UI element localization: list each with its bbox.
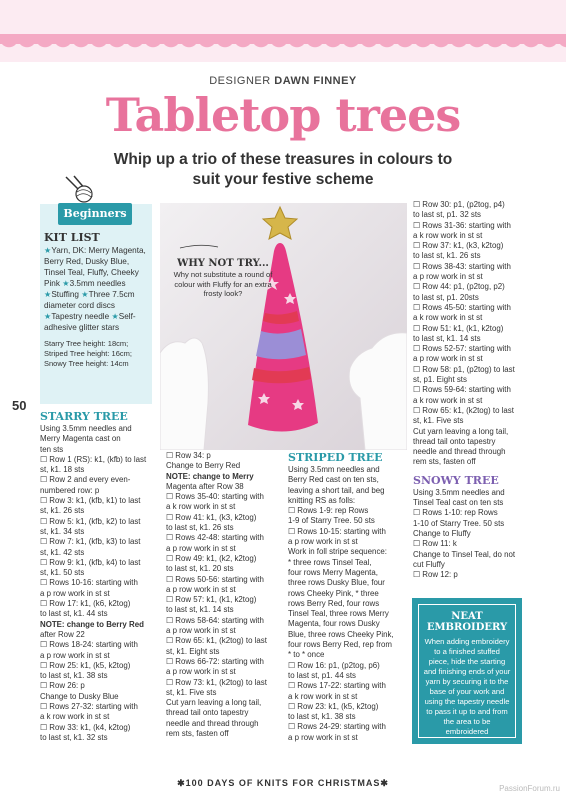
pattern-line: ☐ Row 73: k1, (k2tog) to last xyxy=(166,677,267,687)
pattern-line: ☐ Rows 66-72: starting with xyxy=(166,656,264,666)
pattern-line: ☐ Row 2 and every even- xyxy=(40,475,131,485)
pattern-line: Cut yarn leaving a long tail, xyxy=(166,698,262,708)
pattern-line: ☐ Rows 45-50: starting with xyxy=(413,302,511,312)
designer-name: DAWN FINNEY xyxy=(274,75,357,87)
tree-sizes xyxy=(44,339,148,369)
pattern-line: Change to Tinsel Teal, do not xyxy=(413,549,516,559)
pattern-line: to last st, k1. 38 sts xyxy=(40,671,108,681)
pattern-line: ☐ Rows 35-40: starting with xyxy=(166,492,264,502)
tree-illustration xyxy=(160,203,407,450)
pattern-line: Cut yarn leaving a long tail, xyxy=(413,426,509,436)
pattern-line: ☐ Rows 24-29: starting with xyxy=(288,722,386,732)
pattern-line: ☐ Row 11: k xyxy=(413,539,457,549)
pattern-line: ☐ Row 1 (RS): k1, (kfb) to last xyxy=(40,454,147,464)
column-striped-tree xyxy=(288,451,408,743)
pattern-line: ☐ Rows 38-43: starting with xyxy=(413,261,511,271)
pattern-line: ☐ Row 65: k1, (k2tog) to last xyxy=(166,636,267,646)
pattern-line: Change to Berry Red xyxy=(166,461,241,471)
pattern-line: ☐ Rows 42-48: starting with xyxy=(166,533,264,543)
pattern-line: ☐ Rows 59-64: starting with xyxy=(413,385,511,395)
yarn-ball-icon xyxy=(62,175,100,203)
pattern-line: Using 3.5mm needles and xyxy=(40,424,132,433)
pattern-line: to last st, k1. 14 sts xyxy=(166,605,234,615)
designer-credit xyxy=(0,75,566,87)
pattern-line: ☐ Row 57: k1, (k1, k2tog) xyxy=(166,595,257,605)
pattern-line: a p row work in st st xyxy=(166,667,236,677)
kit-item: Stuffing xyxy=(51,290,79,299)
pattern-line: st, k1. Eight sts xyxy=(166,646,220,656)
kit-item: Yarn, DK: Merry Magenta, Berry Red, Dusky Blue, Tinsel Teal, Fluffy, Cheeky Pink xyxy=(44,246,146,288)
pattern-line: Using 3.5mm needles and xyxy=(288,465,380,474)
size-line: Snowy Tree height: 14cm xyxy=(44,359,129,368)
pattern-line: Change to Fluffy xyxy=(413,528,471,538)
pattern-line: to last st, p1. 32 sts xyxy=(413,210,481,220)
neat-title-line1: NEAT xyxy=(451,611,483,622)
pattern-line: ☐ Row 16: p1, (p2tog, p6) xyxy=(288,660,380,670)
pattern-line: st, p1. Eight sts xyxy=(413,375,467,385)
pattern-line: ☐ Row 44: p1, (p2tog, p2) xyxy=(413,282,505,292)
pattern-line: * three rows Tinsel Teal, xyxy=(288,557,372,567)
pattern-line: to last st, k1. 14 sts xyxy=(413,333,481,343)
pattern-line: Tinsel Teal cast on ten sts xyxy=(413,498,504,508)
kit-items xyxy=(44,245,148,333)
pattern-line: a k row work in st st xyxy=(413,230,483,240)
pattern-line: Magenta, four rows Dusky xyxy=(288,619,380,629)
pattern-line: ☐ Rows 27-32: starting with xyxy=(40,702,138,712)
pattern-line: ☐ Rows 17-22: starting with xyxy=(288,681,386,691)
pattern-line: ☐ Rows 58-64: starting with xyxy=(166,615,264,625)
pattern-line: st, k1. 42 sts xyxy=(40,547,85,557)
pattern-line: to last st, k1. 38 sts xyxy=(288,712,356,722)
pattern-line: ☐ Row 51: k1, (k1, k2tog) xyxy=(413,323,504,333)
page-title: Tabletop trees xyxy=(105,88,461,142)
pattern-line: a k row work in st st xyxy=(413,313,483,323)
star-bullet-icon: ★ xyxy=(81,290,89,299)
pattern-line: st, k1. 50 sts xyxy=(40,568,85,578)
pattern-line: Blue, three rows Cheeky Pink, xyxy=(288,629,394,639)
pattern-line: a k row work in st st xyxy=(413,395,483,405)
pattern-line: 1-9 of Starry Tree. 50 sts xyxy=(288,516,375,526)
why-not-body: Why not substitute a round of colour with Fluffy for an extra frosty look? xyxy=(173,270,273,298)
pattern-line: leaving a short tail, and beg xyxy=(288,485,385,495)
tree-photo xyxy=(160,203,407,450)
pattern-line: ☐ Rows 52-57: starting with xyxy=(413,344,511,354)
star-bullet-icon: ★ xyxy=(44,312,52,321)
neat-embroidery-frame xyxy=(418,604,516,738)
pattern-line: needle and thread through xyxy=(166,718,259,728)
section-heading: STRIPED TREE xyxy=(288,451,383,464)
pattern-line: rows Berry Red, four rows xyxy=(288,598,380,608)
size-line: Starry Tree height: 18cm; xyxy=(44,339,129,348)
neat-title-line2: EMBROIDERY xyxy=(426,622,508,633)
pattern-line: st, k1. Five sts xyxy=(413,416,464,426)
pattern-line: ☐ Row 37: k1, (k3, k2tog) xyxy=(413,241,504,251)
pattern-line: ☐ Row 17: k1, (k6, k2tog) xyxy=(40,599,131,609)
kit-item: 3.5mm needles xyxy=(69,279,126,288)
pattern-line: ten sts xyxy=(40,444,64,454)
star-bullet-icon: ★ xyxy=(111,312,119,321)
pattern-line: Magenta after Row 38 xyxy=(166,481,244,491)
magazine-footer: ✱100 DAYS OF KNITS FOR CHRISTMAS✱ xyxy=(177,778,389,788)
pattern-line: ☐ Row 25: k1, (k5, k2tog) xyxy=(40,660,131,670)
star-bullet-icon: ★ xyxy=(62,279,70,288)
column-starry-tree xyxy=(40,410,160,743)
designer-prefix: DESIGNER xyxy=(209,75,271,87)
pattern-line: cut Fluffy xyxy=(413,559,445,569)
pattern-line: st, k1. 26 sts xyxy=(40,506,85,516)
pattern-line: needle and thread through xyxy=(413,447,506,457)
pattern-line: ☐ Row 30: p1, (p2tog, p4) xyxy=(413,200,505,209)
pattern-line: Work in foll stripe sequence: xyxy=(288,547,387,557)
pattern-line: ☐ Row 9: k1, (kfb, k4) to last xyxy=(40,557,141,567)
pattern-line: four rows Merry Magenta, xyxy=(288,567,378,577)
kit-item: Self-adhesive glitter stars xyxy=(44,312,136,332)
pattern-note: NOTE: change to Berry Red xyxy=(40,619,144,629)
pattern-line: ☐ Row 23: k1, (k5, k2tog) xyxy=(288,701,379,711)
column-striped-snowy xyxy=(413,200,531,580)
pattern-line: a p row work in st st xyxy=(166,543,236,553)
kit-item: Three 7.5cm diameter cord discs xyxy=(44,290,135,310)
page-number: 50 xyxy=(12,398,27,413)
pattern-line: to last st, p1. 20sts xyxy=(413,292,479,302)
pattern-line: to last st, k1. 44 sts xyxy=(40,609,108,619)
section-heading: SNOWY TREE xyxy=(413,473,499,487)
pattern-line: ☐ Row 34: p xyxy=(166,451,211,460)
pattern-line: a p row work in st st xyxy=(166,626,236,636)
pattern-line: * to * once xyxy=(288,650,325,660)
pattern-line: to last st, k1. 26 sts xyxy=(166,523,234,533)
pattern-line: ☐ Rows 10-15: starting with xyxy=(288,526,386,536)
pattern-line: a p row work in st st xyxy=(40,588,110,598)
pattern-line: rem sts, fasten off xyxy=(413,457,476,467)
pattern-line: knitting RS as folls: xyxy=(288,495,356,505)
pattern-line: thread tail onto tapestry xyxy=(413,436,496,446)
watermark: PassionForum.ru xyxy=(499,784,560,793)
star-bullet-icon: ★ xyxy=(44,290,52,299)
pattern-line: four rows Berry Red, rep from xyxy=(288,640,392,650)
pattern-line: a p row work in st st xyxy=(413,354,483,364)
star-bullet-icon: ★ xyxy=(44,246,52,255)
pattern-line: 1-10 of Starry Tree. 50 sts xyxy=(413,518,505,528)
pattern-line: Berry Red cast on ten sts, xyxy=(288,475,379,485)
pattern-line: ☐ Rows 18-24: starting with xyxy=(40,640,138,650)
neat-body: When adding embroidery to a finished stuffed piece, hide the starting and finishing ends of your yarn by securing it to the base of your work and using the tapestry needle to pass it up to and from the area to be embroidered xyxy=(423,637,511,736)
pattern-line: ☐ Row 65: k1, (k2tog) to last xyxy=(413,405,514,415)
section-heading: STARRY TREE xyxy=(40,410,128,423)
pattern-line: rem sts, fasten off xyxy=(166,729,229,739)
pattern-line: ☐ Rows 1-10: rep Rows xyxy=(413,508,498,518)
why-not-try-note xyxy=(170,258,276,299)
pattern-line: thread tail onto tapestry xyxy=(166,708,249,718)
pattern-line: ☐ Row 12: p xyxy=(413,570,458,580)
pattern-line: rows Cheeky Pink, * three xyxy=(288,588,379,598)
scallop-edge xyxy=(0,38,566,60)
kit-list-title: KIT LIST xyxy=(44,231,100,244)
why-not-title: WHY NOT TRY... xyxy=(177,258,269,269)
pattern-line: ☐ Rows 10-16: starting with xyxy=(40,578,138,588)
kit-item: Tapestry needle xyxy=(51,312,110,321)
pattern-line: ☐ Row 26: p xyxy=(40,681,85,691)
pattern-line: st, k1. Five sts xyxy=(166,687,217,697)
neat-embroidery-box xyxy=(412,598,522,744)
pattern-note: NOTE: change to Merry xyxy=(166,471,254,481)
pattern-line: st, k1. 34 sts xyxy=(40,526,85,536)
pattern-line: ☐ Rows 1-9: rep Rows xyxy=(288,506,369,516)
pattern-line: a p row work in st st xyxy=(166,584,236,594)
pattern-line: to last st, p1. 44 sts xyxy=(288,670,356,680)
pattern-line: Using 3.5mm needles and xyxy=(413,487,505,497)
pattern-line: ☐ Row 5: k1, (kfb, k2) to last xyxy=(40,516,141,526)
pattern-line: a p row work in st st xyxy=(413,272,483,282)
pattern-line: ☐ Row 41: k1, (k3, k2tog) xyxy=(166,512,257,522)
pattern-line: ☐ Rows 50-56: starting with xyxy=(166,574,264,584)
pattern-line: st, k1. 18 sts xyxy=(40,465,85,475)
pattern-line: ☐ Rows 31-36: starting with xyxy=(413,220,511,230)
pattern-line: to last st, k1. 20 sts xyxy=(166,564,234,574)
column-starry-tree-continued xyxy=(166,451,286,739)
pattern-line: Tinsel Teal, three rows Merry xyxy=(288,609,389,619)
level-badge: Beginners xyxy=(58,203,132,225)
pattern-line: a k row work in st st xyxy=(166,502,236,512)
pattern-line: a k row work in st st xyxy=(288,691,358,701)
pattern-line: a k row work in st st xyxy=(40,712,110,722)
neat-title xyxy=(419,611,515,633)
pattern-line: to last st, k1. 32 sts xyxy=(40,732,108,742)
pattern-line: Merry Magenta cast on xyxy=(40,434,121,444)
pattern-line: Change to Dusky Blue xyxy=(40,691,119,701)
scalloped-header-border xyxy=(0,0,566,62)
page-subtitle: Whip up a trio of these treasures in colours to suit your festive scheme xyxy=(113,151,453,188)
kit-list-panel xyxy=(40,204,152,404)
pattern-line: to last st, k1. 26 sts xyxy=(413,251,481,261)
pattern-line: three rows Dusky Blue, four xyxy=(288,578,385,588)
size-line: Striped Tree height: 16cm; xyxy=(44,349,132,358)
pattern-line: numbered row: p xyxy=(40,485,100,495)
pattern-line: a p row work in st st xyxy=(40,650,110,660)
pattern-line: a p row work in st st xyxy=(288,537,358,547)
pattern-line: after Row 22 xyxy=(40,629,85,639)
pattern-line: ☐ Row 58: p1, (p2tog) to last xyxy=(413,364,515,374)
pattern-line: a p row work in st st xyxy=(288,732,358,742)
pattern-line: ☐ Row 3: k1, (kfb, k1) to last xyxy=(40,496,141,506)
pattern-line: ☐ Row 33: k1, (k4, k2tog) xyxy=(40,722,131,732)
pattern-line: ☐ Row 7: k1, (kfb, k3) to last xyxy=(40,537,141,547)
pattern-line: ☐ Row 49: k1, (k2, k2tog) xyxy=(166,553,257,563)
